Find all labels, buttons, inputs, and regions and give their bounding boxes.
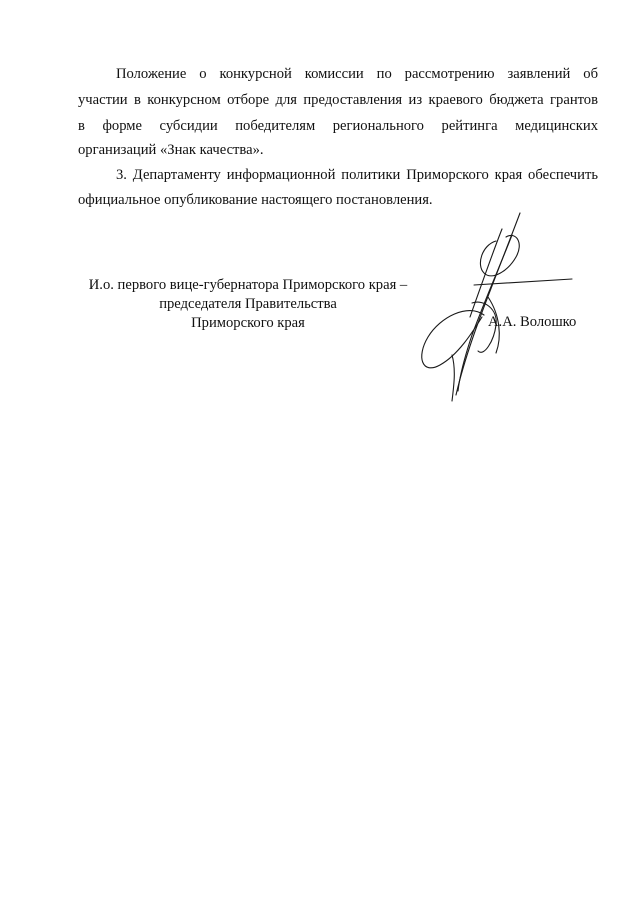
signatory-name: А.А. Волошко: [488, 314, 577, 330]
handwritten-signature: [412, 205, 592, 405]
paragraph-2-line-1: 3. Департаменту информационной политики Приморского края обеспечить: [116, 167, 598, 183]
signatory-position-line-3: Приморского края: [191, 315, 305, 331]
paragraph-1-line-3: в форме субсидии победителям регионального рейтинга медицинских: [78, 118, 598, 134]
paragraph-2-line-2: официальное опубликование настоящего постановления.: [78, 192, 433, 208]
paragraph-1-line-1: Положение о конкурсной комиссии по рассмотрению заявлений об: [116, 66, 598, 82]
paragraph-1-line-4: организаций «Знак качества».: [78, 142, 264, 158]
paragraph-1-line-2: участии в конкурсном отборе для предоставления из краевого бюджета грантов: [78, 92, 598, 108]
signatory-position-line-1: И.о. первого вице-губернатора Приморского края –: [88, 277, 408, 293]
signatory-position-line-2: председателя Правительства: [159, 296, 337, 312]
